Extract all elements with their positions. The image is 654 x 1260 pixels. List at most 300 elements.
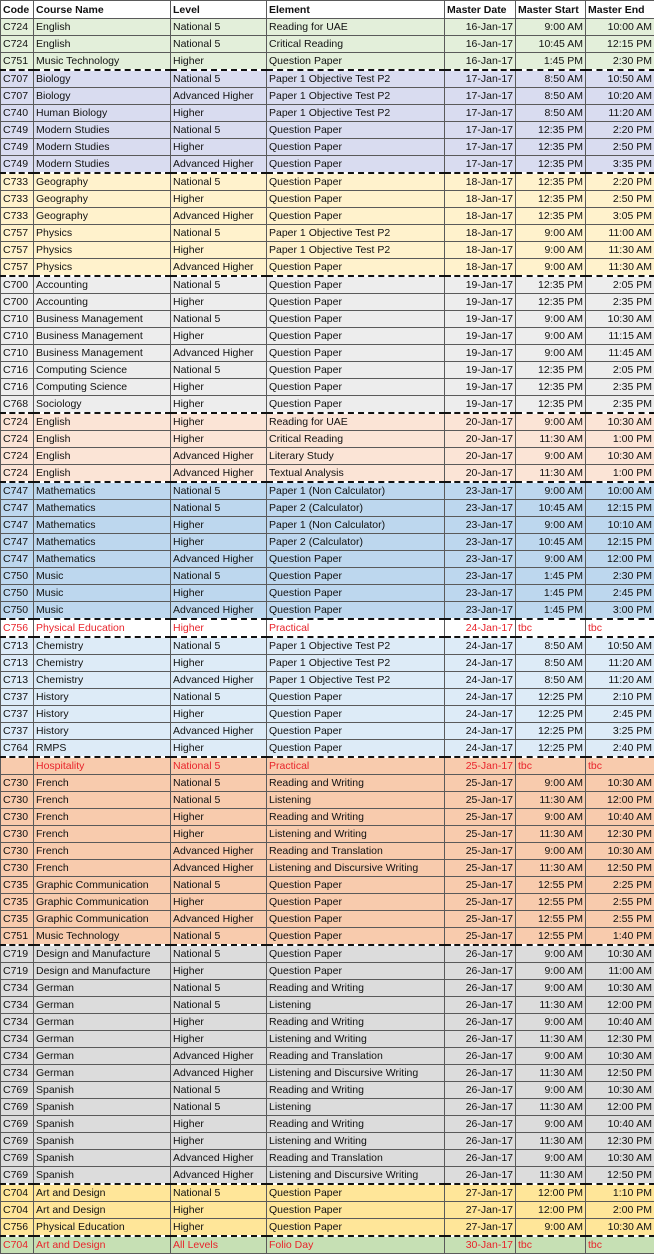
cell-course-name: English — [34, 413, 171, 431]
cell-level: Higher — [171, 191, 267, 208]
cell-code: C724 — [1, 448, 34, 465]
cell-master-date: 23-Jan-17 — [445, 585, 516, 602]
table-row — [1, 139, 654, 156]
header-level: Level — [171, 1, 267, 19]
cell-level: National 5 — [171, 362, 267, 379]
cell-master-end: tbc — [586, 757, 654, 775]
table-row — [1, 431, 654, 448]
cell-course-name: Mathematics — [34, 517, 171, 534]
cell-element: Question Paper — [267, 963, 445, 980]
cell-master-start: 1:45 PM — [516, 585, 586, 602]
table-row — [1, 689, 654, 706]
cell-element: Question Paper — [267, 311, 445, 328]
cell-element: Question Paper — [267, 396, 445, 414]
cell-master-end: 12:30 PM — [586, 1133, 654, 1150]
cell-level: National 5 — [171, 1099, 267, 1116]
table-row — [1, 551, 654, 568]
cell-course-name: Art and Design — [34, 1184, 171, 1202]
cell-master-start: 9:00 AM — [516, 1116, 586, 1133]
cell-code: C734 — [1, 1048, 34, 1065]
table-row — [1, 294, 654, 311]
table-row — [1, 1065, 654, 1082]
table-row — [1, 53, 654, 71]
table-row — [1, 809, 654, 826]
cell-master-date: 17-Jan-17 — [445, 139, 516, 156]
cell-master-start: 9:00 AM — [516, 413, 586, 431]
cell-master-date: 25-Jan-17 — [445, 928, 516, 946]
cell-element: Critical Reading — [267, 431, 445, 448]
cell-level: Advanced Higher — [171, 208, 267, 225]
cell-master-start: 12:35 PM — [516, 208, 586, 225]
cell-course-name: Computing Science — [34, 379, 171, 396]
cell-level: Higher — [171, 328, 267, 345]
cell-course-name: Graphic Communication — [34, 877, 171, 894]
cell-course-name: French — [34, 792, 171, 809]
cell-level: National 5 — [171, 225, 267, 242]
cell-master-end: 2:45 PM — [586, 706, 654, 723]
cell-master-start: 9:00 AM — [516, 19, 586, 36]
cell-master-date: 26-Jan-17 — [445, 997, 516, 1014]
cell-master-end: 2:35 PM — [586, 294, 654, 311]
cell-course-name: Sociology — [34, 396, 171, 414]
cell-level: Higher — [171, 53, 267, 71]
cell-element: Reading and Writing — [267, 1116, 445, 1133]
cell-course-name: Biology — [34, 88, 171, 105]
table-row — [1, 877, 654, 894]
cell-master-date: 16-Jan-17 — [445, 53, 516, 71]
cell-element: Question Paper — [267, 276, 445, 294]
table-row — [1, 1082, 654, 1099]
cell-master-start: 8:50 AM — [516, 70, 586, 88]
cell-master-start: 12:55 PM — [516, 928, 586, 946]
cell-master-start: 12:00 PM — [516, 1184, 586, 1202]
cell-element: Reading and Translation — [267, 1150, 445, 1167]
table-row — [1, 36, 654, 53]
table-row — [1, 396, 654, 414]
cell-master-date: 18-Jan-17 — [445, 208, 516, 225]
cell-code: C747 — [1, 551, 34, 568]
cell-course-name: English — [34, 431, 171, 448]
cell-code: C700 — [1, 294, 34, 311]
cell-master-end: 12:15 PM — [586, 500, 654, 517]
table-row — [1, 963, 654, 980]
table-row — [1, 242, 654, 259]
table-row — [1, 894, 654, 911]
cell-code: C730 — [1, 775, 34, 792]
table-row — [1, 362, 654, 379]
cell-code: C719 — [1, 945, 34, 963]
cell-master-end: 2:40 PM — [586, 740, 654, 758]
cell-code: C713 — [1, 637, 34, 655]
cell-element: Paper 1 (Non Calculator) — [267, 482, 445, 500]
cell-master-start: 10:45 AM — [516, 36, 586, 53]
cell-level: Higher — [171, 294, 267, 311]
header-master-start: Master Start — [516, 1, 586, 19]
cell-master-end: 3:25 PM — [586, 723, 654, 740]
cell-element: Question Paper — [267, 877, 445, 894]
cell-code: C769 — [1, 1116, 34, 1133]
table-row — [1, 448, 654, 465]
cell-level: Higher — [171, 655, 267, 672]
cell-code: C724 — [1, 19, 34, 36]
header-element: Element — [267, 1, 445, 19]
cell-element: Question Paper — [267, 53, 445, 71]
cell-course-name: Modern Studies — [34, 139, 171, 156]
cell-master-date: 25-Jan-17 — [445, 826, 516, 843]
cell-element: Question Paper — [267, 585, 445, 602]
cell-course-name: Spanish — [34, 1133, 171, 1150]
cell-master-end: 3:35 PM — [586, 156, 654, 174]
cell-element: Paper 1 Objective Test P2 — [267, 70, 445, 88]
cell-element: Question Paper — [267, 602, 445, 620]
table-row — [1, 723, 654, 740]
cell-master-start: 9:00 AM — [516, 980, 586, 997]
cell-course-name: Graphic Communication — [34, 894, 171, 911]
cell-level: Higher — [171, 105, 267, 122]
cell-master-date: 24-Jan-17 — [445, 723, 516, 740]
cell-master-start: 9:00 AM — [516, 963, 586, 980]
cell-master-date: 26-Jan-17 — [445, 980, 516, 997]
cell-course-name: Business Management — [34, 311, 171, 328]
cell-element: Question Paper — [267, 689, 445, 706]
cell-course-name: Human Biology — [34, 105, 171, 122]
cell-course-name: Modern Studies — [34, 122, 171, 139]
cell-master-date: 25-Jan-17 — [445, 843, 516, 860]
table-row — [1, 706, 654, 723]
table-row — [1, 672, 654, 689]
cell-master-date: 20-Jan-17 — [445, 431, 516, 448]
cell-master-date: 18-Jan-17 — [445, 242, 516, 259]
cell-master-end: 2:30 PM — [586, 53, 654, 71]
cell-element: Listening and Writing — [267, 1031, 445, 1048]
cell-master-start: 9:00 AM — [516, 482, 586, 500]
cell-master-end: 2:50 PM — [586, 191, 654, 208]
cell-course-name: Business Management — [34, 328, 171, 345]
cell-code: C747 — [1, 482, 34, 500]
table-row — [1, 1133, 654, 1150]
table-row — [1, 637, 654, 655]
cell-course-name: Chemistry — [34, 655, 171, 672]
cell-master-date: 26-Jan-17 — [445, 1099, 516, 1116]
table-row — [1, 1031, 654, 1048]
cell-level: Advanced Higher — [171, 672, 267, 689]
cell-master-start: 10:45 AM — [516, 534, 586, 551]
cell-master-date: 18-Jan-17 — [445, 225, 516, 242]
cell-master-end: 1:00 PM — [586, 465, 654, 483]
table-row — [1, 1167, 654, 1185]
cell-code: C704 — [1, 1202, 34, 1219]
cell-course-name: German — [34, 1014, 171, 1031]
table-row — [1, 1048, 654, 1065]
cell-code: C756 — [1, 619, 34, 637]
table-row — [1, 379, 654, 396]
table-row — [1, 619, 654, 637]
cell-code: C710 — [1, 345, 34, 362]
cell-level: National 5 — [171, 1184, 267, 1202]
cell-element: Question Paper — [267, 1202, 445, 1219]
cell-master-start: 9:00 AM — [516, 517, 586, 534]
cell-master-date: 17-Jan-17 — [445, 70, 516, 88]
cell-course-name: Mathematics — [34, 482, 171, 500]
cell-master-start: 11:30 AM — [516, 792, 586, 809]
cell-code: C724 — [1, 36, 34, 53]
cell-master-date: 16-Jan-17 — [445, 36, 516, 53]
cell-master-start: 12:25 PM — [516, 706, 586, 723]
cell-course-name: Art and Design — [34, 1236, 171, 1254]
table-row — [1, 105, 654, 122]
cell-master-start: 9:00 AM — [516, 551, 586, 568]
cell-master-start: 12:00 PM — [516, 1202, 586, 1219]
cell-master-end: 12:30 PM — [586, 1031, 654, 1048]
cell-master-start: 12:35 PM — [516, 156, 586, 174]
table-row — [1, 345, 654, 362]
cell-master-start: 12:35 PM — [516, 173, 586, 191]
cell-code: C737 — [1, 723, 34, 740]
table-row — [1, 482, 654, 500]
cell-master-end: 11:20 AM — [586, 655, 654, 672]
cell-master-end: 2:00 PM — [586, 1202, 654, 1219]
cell-master-date: 19-Jan-17 — [445, 311, 516, 328]
cell-code: C749 — [1, 156, 34, 174]
table-row — [1, 173, 654, 191]
cell-code: C734 — [1, 980, 34, 997]
cell-course-name: Spanish — [34, 1167, 171, 1185]
cell-master-start: 11:30 AM — [516, 997, 586, 1014]
cell-element: Question Paper — [267, 945, 445, 963]
cell-master-end: 10:40 AM — [586, 809, 654, 826]
cell-master-date: 19-Jan-17 — [445, 379, 516, 396]
table-row — [1, 208, 654, 225]
table-row — [1, 602, 654, 620]
cell-master-start: 11:30 AM — [516, 465, 586, 483]
cell-master-date: 20-Jan-17 — [445, 465, 516, 483]
cell-course-name: Graphic Communication — [34, 911, 171, 928]
cell-level: National 5 — [171, 877, 267, 894]
table-row — [1, 156, 654, 174]
cell-master-start: 9:00 AM — [516, 843, 586, 860]
cell-master-end: 2:45 PM — [586, 585, 654, 602]
cell-level: Higher — [171, 1116, 267, 1133]
cell-master-start: 8:50 AM — [516, 637, 586, 655]
table-row — [1, 225, 654, 242]
cell-element: Reading and Writing — [267, 1082, 445, 1099]
cell-master-end: 12:50 PM — [586, 860, 654, 877]
cell-code: C750 — [1, 602, 34, 620]
cell-element: Question Paper — [267, 122, 445, 139]
cell-level: Higher — [171, 894, 267, 911]
table-row — [1, 792, 654, 809]
cell-master-date: 25-Jan-17 — [445, 911, 516, 928]
cell-code: C707 — [1, 88, 34, 105]
cell-master-end: 12:15 PM — [586, 36, 654, 53]
cell-master-date: 23-Jan-17 — [445, 500, 516, 517]
cell-master-start: 12:25 PM — [516, 723, 586, 740]
table-row — [1, 1116, 654, 1133]
cell-master-end: 2:10 PM — [586, 689, 654, 706]
cell-level: Advanced Higher — [171, 911, 267, 928]
cell-course-name: English — [34, 36, 171, 53]
cell-element: Paper 1 Objective Test P2 — [267, 225, 445, 242]
cell-master-date: 17-Jan-17 — [445, 88, 516, 105]
cell-course-name: Geography — [34, 191, 171, 208]
cell-master-end: 10:30 AM — [586, 945, 654, 963]
cell-code: C707 — [1, 70, 34, 88]
cell-master-start: 9:00 AM — [516, 945, 586, 963]
cell-course-name: Music Technology — [34, 928, 171, 946]
cell-master-date: 23-Jan-17 — [445, 602, 516, 620]
cell-master-start: 9:00 AM — [516, 1219, 586, 1237]
cell-master-end: 10:20 AM — [586, 88, 654, 105]
cell-level: National 5 — [171, 568, 267, 585]
cell-master-date: 26-Jan-17 — [445, 1065, 516, 1082]
cell-master-end: 12:15 PM — [586, 534, 654, 551]
cell-master-end: 10:30 AM — [586, 413, 654, 431]
cell-course-name: French — [34, 843, 171, 860]
cell-master-date: 25-Jan-17 — [445, 894, 516, 911]
cell-code: C747 — [1, 500, 34, 517]
cell-master-start: 11:30 AM — [516, 1065, 586, 1082]
cell-master-date: 24-Jan-17 — [445, 689, 516, 706]
cell-element: Question Paper — [267, 139, 445, 156]
cell-master-start: 9:00 AM — [516, 1014, 586, 1031]
cell-code: C769 — [1, 1082, 34, 1099]
cell-level: Higher — [171, 1133, 267, 1150]
cell-master-end: 2:35 PM — [586, 379, 654, 396]
cell-level: National 5 — [171, 482, 267, 500]
cell-code: C757 — [1, 242, 34, 259]
cell-master-start: 12:35 PM — [516, 362, 586, 379]
cell-code: C749 — [1, 122, 34, 139]
cell-master-end: 10:00 AM — [586, 19, 654, 36]
header-row — [1, 1, 654, 19]
cell-level: Advanced Higher — [171, 465, 267, 483]
cell-master-date: 24-Jan-17 — [445, 740, 516, 758]
table-row — [1, 517, 654, 534]
cell-element: Paper 1 Objective Test P2 — [267, 105, 445, 122]
cell-master-start: 11:30 AM — [516, 1031, 586, 1048]
cell-course-name: Chemistry — [34, 637, 171, 655]
cell-code: C769 — [1, 1150, 34, 1167]
cell-level: National 5 — [171, 122, 267, 139]
table-row — [1, 928, 654, 946]
cell-element: Paper 1 (Non Calculator) — [267, 517, 445, 534]
table-row — [1, 191, 654, 208]
cell-master-end: tbc — [586, 1236, 654, 1254]
cell-master-date: 27-Jan-17 — [445, 1219, 516, 1237]
cell-master-date: 17-Jan-17 — [445, 156, 516, 174]
cell-course-name: Physical Education — [34, 1219, 171, 1237]
cell-master-end: 11:30 AM — [586, 259, 654, 277]
cell-master-date: 26-Jan-17 — [445, 945, 516, 963]
cell-master-date: 27-Jan-17 — [445, 1184, 516, 1202]
cell-master-start: 9:00 AM — [516, 775, 586, 792]
table-row — [1, 1219, 654, 1237]
cell-code: C737 — [1, 689, 34, 706]
cell-element: Listening — [267, 1099, 445, 1116]
cell-code: C724 — [1, 465, 34, 483]
table-row — [1, 911, 654, 928]
cell-course-name: German — [34, 997, 171, 1014]
cell-master-end: 12:30 PM — [586, 826, 654, 843]
cell-code: C724 — [1, 431, 34, 448]
cell-code: C704 — [1, 1184, 34, 1202]
table-row — [1, 276, 654, 294]
cell-master-date: 27-Jan-17 — [445, 1202, 516, 1219]
cell-level: Higher — [171, 809, 267, 826]
cell-master-end: 11:00 AM — [586, 225, 654, 242]
cell-master-start: 11:30 AM — [516, 1167, 586, 1185]
cell-level: Higher — [171, 585, 267, 602]
cell-master-end: 1:10 PM — [586, 1184, 654, 1202]
cell-master-start: 9:00 AM — [516, 242, 586, 259]
cell-element: Question Paper — [267, 568, 445, 585]
cell-level: Higher — [171, 1031, 267, 1048]
cell-element: Paper 1 Objective Test P2 — [267, 88, 445, 105]
cell-element: Listening and Discursive Writing — [267, 860, 445, 877]
cell-element: Question Paper — [267, 379, 445, 396]
cell-level: Advanced Higher — [171, 156, 267, 174]
cell-course-name: Design and Manufacture — [34, 945, 171, 963]
cell-level: Higher — [171, 242, 267, 259]
cell-code: C769 — [1, 1133, 34, 1150]
cell-master-date: 25-Jan-17 — [445, 757, 516, 775]
cell-code: C724 — [1, 413, 34, 431]
cell-code: C730 — [1, 826, 34, 843]
table-row — [1, 843, 654, 860]
cell-master-date: 23-Jan-17 — [445, 551, 516, 568]
cell-master-date: 19-Jan-17 — [445, 328, 516, 345]
cell-level: Advanced Higher — [171, 860, 267, 877]
cell-master-end: 10:00 AM — [586, 482, 654, 500]
cell-master-date: 17-Jan-17 — [445, 105, 516, 122]
cell-master-start: 11:30 AM — [516, 431, 586, 448]
cell-master-start: 12:35 PM — [516, 294, 586, 311]
cell-master-end: 2:25 PM — [586, 877, 654, 894]
cell-master-end: 3:00 PM — [586, 602, 654, 620]
cell-element: Listening — [267, 792, 445, 809]
cell-master-end: 2:50 PM — [586, 139, 654, 156]
cell-master-date: 26-Jan-17 — [445, 1014, 516, 1031]
cell-master-end: 10:40 AM — [586, 1014, 654, 1031]
table-row — [1, 945, 654, 963]
cell-code: C704 — [1, 1236, 34, 1254]
table-row — [1, 500, 654, 517]
cell-level: Higher — [171, 619, 267, 637]
cell-level: National 5 — [171, 276, 267, 294]
cell-master-start: 9:00 AM — [516, 1048, 586, 1065]
cell-master-date: 24-Jan-17 — [445, 672, 516, 689]
cell-level: National 5 — [171, 500, 267, 517]
table-row — [1, 1184, 654, 1202]
cell-element: Listening and Discursive Writing — [267, 1065, 445, 1082]
cell-master-date: 23-Jan-17 — [445, 568, 516, 585]
table-row — [1, 775, 654, 792]
cell-course-name: Art and Design — [34, 1202, 171, 1219]
cell-course-name: German — [34, 1031, 171, 1048]
cell-level: Higher — [171, 1202, 267, 1219]
cell-master-date: 26-Jan-17 — [445, 963, 516, 980]
cell-master-end: 1:40 PM — [586, 928, 654, 946]
table-row — [1, 1150, 654, 1167]
cell-element: Question Paper — [267, 191, 445, 208]
cell-master-end: 10:30 AM — [586, 843, 654, 860]
cell-course-name: History — [34, 689, 171, 706]
cell-code: C700 — [1, 276, 34, 294]
cell-master-start: 9:00 AM — [516, 1150, 586, 1167]
cell-master-start: 1:45 PM — [516, 602, 586, 620]
cell-master-end: 10:30 AM — [586, 1219, 654, 1237]
cell-code: C747 — [1, 517, 34, 534]
